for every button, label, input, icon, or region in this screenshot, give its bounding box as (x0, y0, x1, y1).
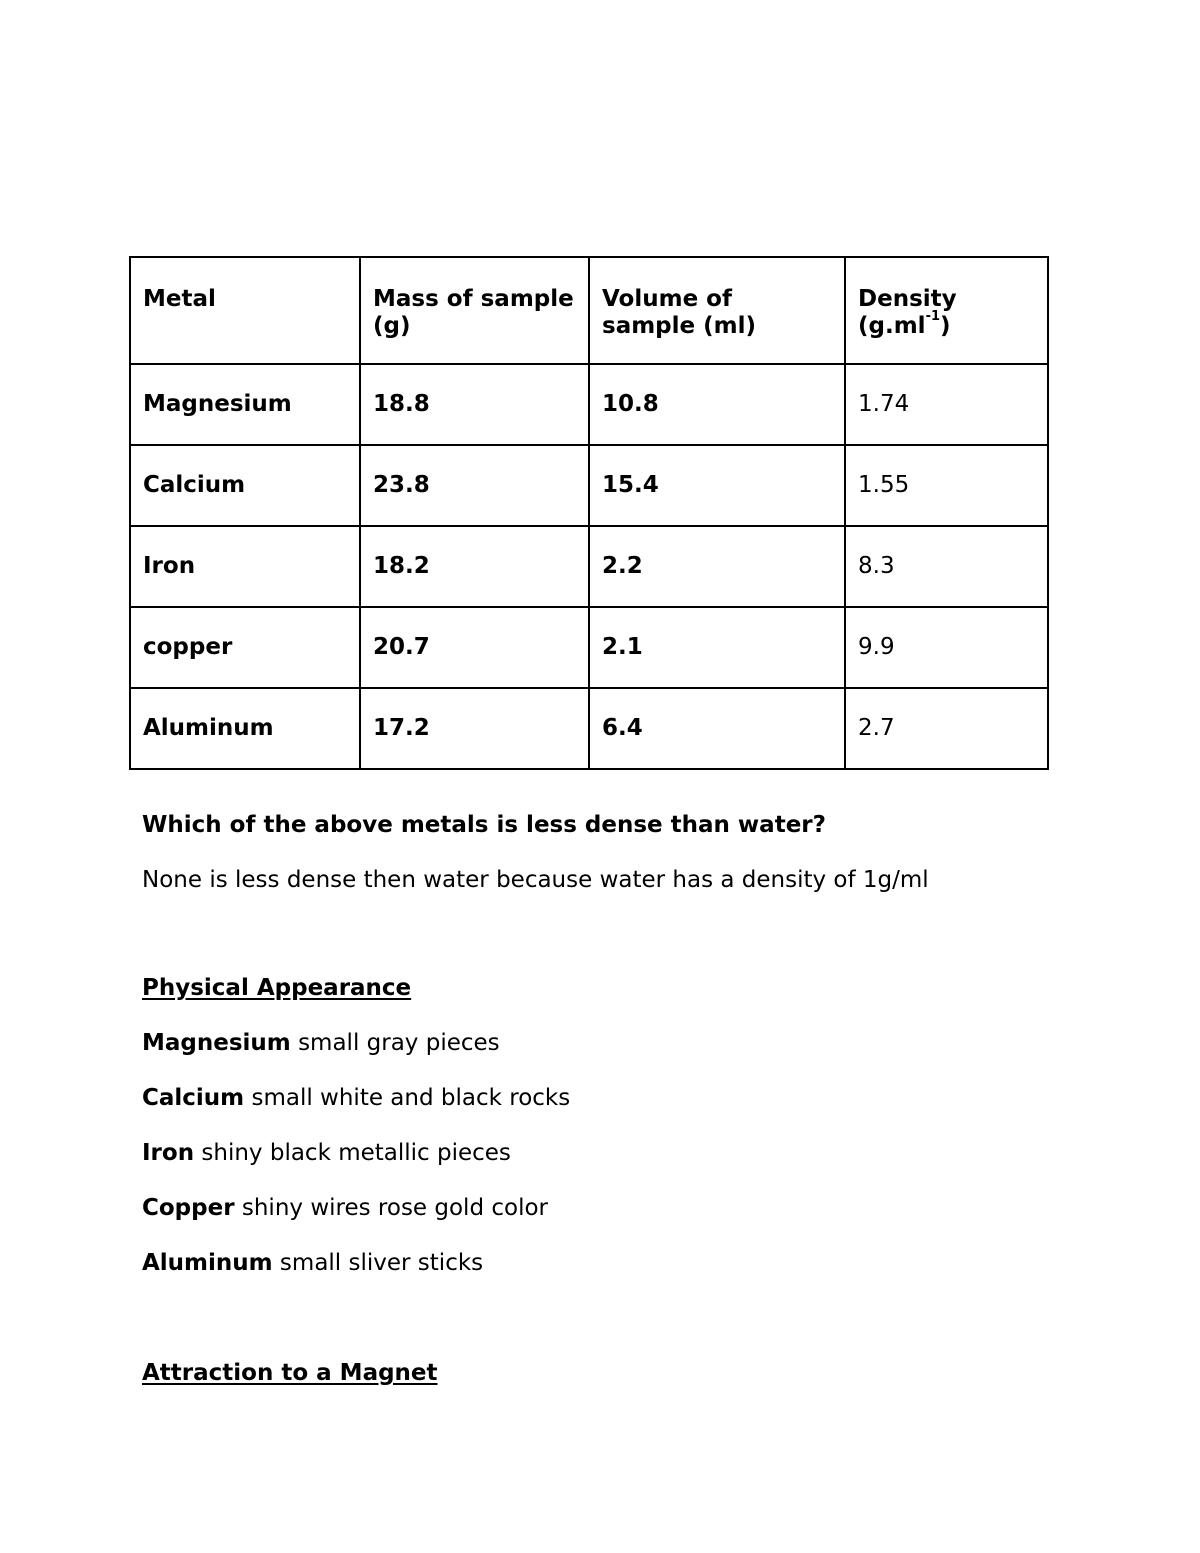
cell-metal: Iron (130, 526, 360, 607)
table-header-row (130, 257, 1048, 364)
answer-text: None is less dense then water because water has a density of 1g/ml (142, 867, 929, 893)
appearance-item (142, 1084, 570, 1112)
table-row (130, 364, 1048, 445)
header-density-label: Density (g.ml (858, 286, 957, 339)
appearance-item (142, 1029, 500, 1057)
physical-appearance-heading: Physical Appearance (142, 975, 412, 1001)
cell-mass: 20.7 (360, 607, 589, 688)
cell-mass: 18.2 (360, 526, 589, 607)
appearance-metal: Magnesium (142, 1030, 291, 1056)
cell-mass: 18.8 (360, 364, 589, 445)
header-volume: Volume of sample (ml) (589, 257, 845, 364)
table-row (130, 607, 1048, 688)
question-text: Which of the above metals is less dense than water? (142, 812, 826, 838)
appearance-metal: Aluminum (142, 1250, 273, 1276)
appearance-metal: Calcium (142, 1085, 245, 1111)
appearance-metal: Iron (142, 1140, 195, 1166)
magnet-heading: Attraction to a Magnet (142, 1360, 438, 1386)
appearance-description: small white and black rocks (244, 1085, 571, 1111)
header-metal: Metal (130, 257, 360, 364)
appearance-item (142, 1194, 548, 1222)
table-row (130, 688, 1048, 769)
cell-metal: Calcium (130, 445, 360, 526)
appearance-metal: Copper (142, 1195, 235, 1221)
cell-volume: 2.2 (589, 526, 845, 607)
cell-density: 9.9 (845, 607, 1048, 688)
cell-density: 1.55 (845, 445, 1048, 526)
cell-density: 8.3 (845, 526, 1048, 607)
cell-mass: 17.2 (360, 688, 589, 769)
density-table (129, 256, 1049, 770)
appearance-description: shiny wires rose gold color (234, 1195, 548, 1221)
cell-density: 1.74 (845, 364, 1048, 445)
appearance-description: shiny black metallic pieces (194, 1140, 511, 1166)
cell-metal: Magnesium (130, 364, 360, 445)
appearance-item (142, 1139, 511, 1167)
cell-metal: Aluminum (130, 688, 360, 769)
header-density (845, 257, 1048, 364)
cell-mass: 23.8 (360, 445, 589, 526)
cell-volume: 2.1 (589, 607, 845, 688)
header-density-close: ) (940, 313, 951, 339)
cell-volume: 15.4 (589, 445, 845, 526)
header-density-exponent: -1 (925, 309, 941, 325)
appearance-item (142, 1249, 483, 1277)
appearance-description: small gray pieces (290, 1030, 500, 1056)
cell-metal: copper (130, 607, 360, 688)
appearance-description: small sliver sticks (272, 1250, 484, 1276)
header-mass: Mass of sample (g) (360, 257, 589, 364)
table-row (130, 445, 1048, 526)
cell-volume: 10.8 (589, 364, 845, 445)
cell-density: 2.7 (845, 688, 1048, 769)
table-row (130, 526, 1048, 607)
cell-volume: 6.4 (589, 688, 845, 769)
